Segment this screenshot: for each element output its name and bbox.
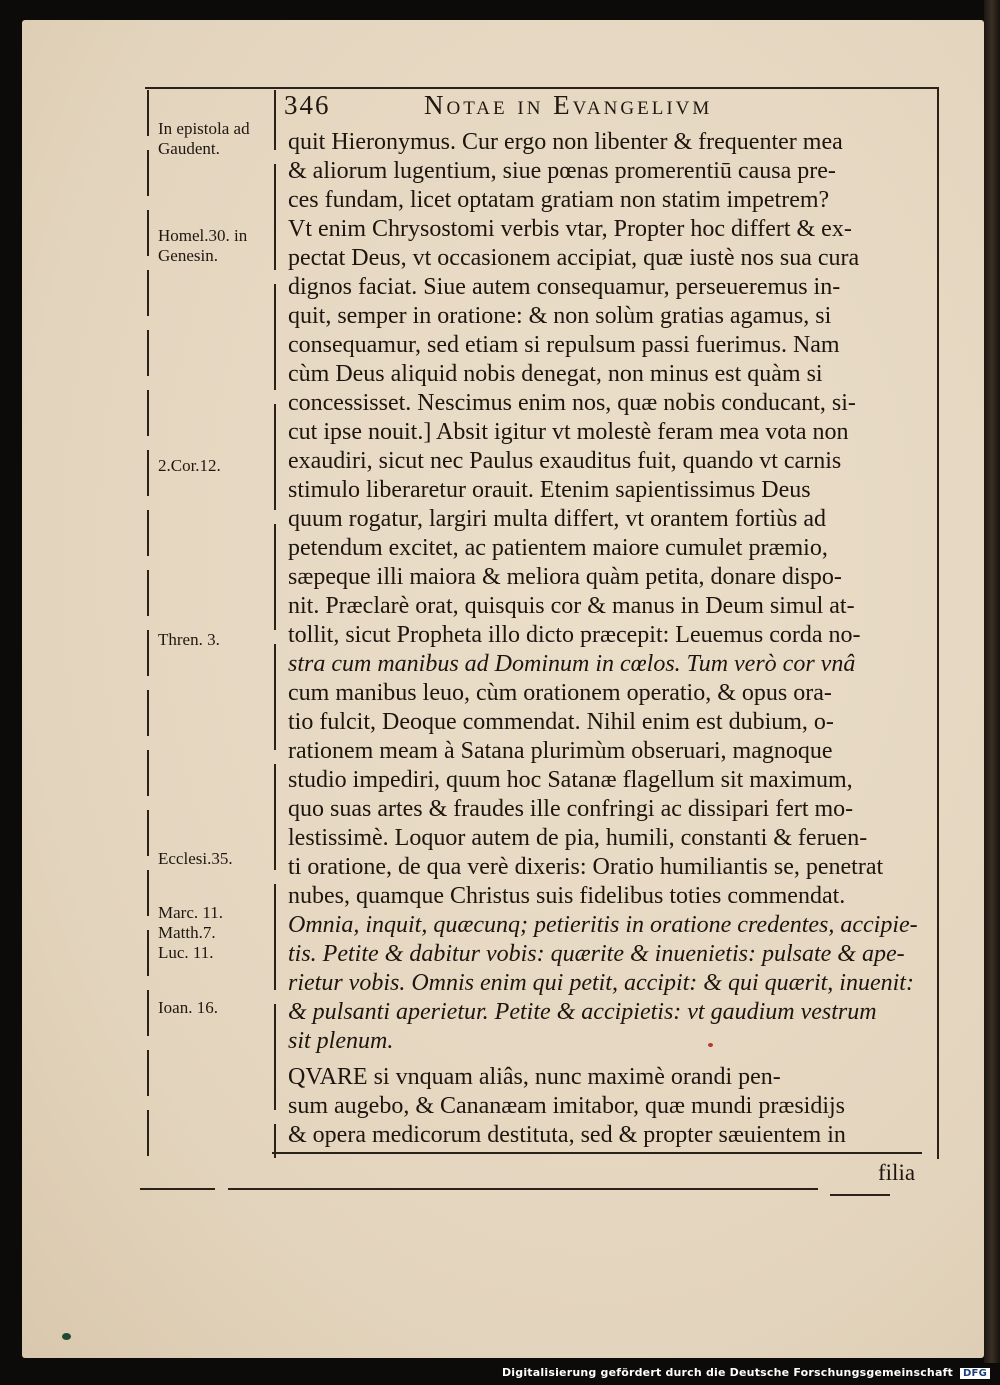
margin-rule xyxy=(147,90,149,1170)
text-line: & opera medicorum destituta, sed & propter sæuientem in xyxy=(288,1122,846,1148)
text-line: & aliorum lugentium, siue pœnas promerentiū causa pre- xyxy=(288,158,836,184)
margin-note: Homel.30. in Genesin. xyxy=(158,226,248,265)
footer-credit xyxy=(502,1366,990,1379)
margin-note: Thren. 3. xyxy=(158,630,220,649)
text-line: concessisset. Nescimus enim nos, quæ nobis conducant, si- xyxy=(288,390,856,416)
page-header xyxy=(284,88,924,122)
text-line: quo suas artes & fraudes ille confringi ac dissipari fert mo- xyxy=(288,796,854,822)
text-line: nubes, quamque Christus suis fidelibus toties commendat. xyxy=(288,883,846,909)
page-number: 346 xyxy=(284,90,331,120)
text-line: & pulsanti aperietur. Petite & accipietis: vt gaudium vestrum xyxy=(288,999,877,1025)
text-line: cut ipse nouit.] Absit igitur vt molestè feram mea vota non xyxy=(288,419,849,445)
text-line: Omnia, inquit, quæcunq; petieritis in oratione credentes, accipie- xyxy=(288,912,918,938)
text-line: quit, semper in oratione: & non solùm gratias agamus, si xyxy=(288,303,832,329)
text-line: QVARE si vnquam aliâs, nunc maximè orandi pen- xyxy=(288,1064,781,1090)
text-line: tio fulcit, Deoque commendat. Nihil enim est dubium, o- xyxy=(288,709,834,735)
text-line: quum rogatur, largiri multa differt, vt orantem fortiùs ad xyxy=(288,506,827,532)
footer-rule xyxy=(228,1188,818,1190)
column-rule xyxy=(274,90,276,1158)
text-line: Vt enim Chrysostomi verbis vtar, Propter hoc differt & ex- xyxy=(288,216,852,242)
text-line: sæpeque illi maiora & meliora quàm petita, donare dispo- xyxy=(288,564,842,590)
text-line: lestissimè. Loquor autem de pia, humili, constanti & feruen- xyxy=(288,825,868,851)
text-line: tollit, sicut Propheta illo dicto præcepit: Leuemus corda no- xyxy=(288,622,861,648)
footer-credit-text: Digitalisierung gefördert durch die Deutsche Forschungsgemeinschaft xyxy=(501,1366,954,1379)
paper-stain xyxy=(62,1333,71,1340)
dfg-logo: DFG xyxy=(960,1368,990,1379)
text-line: rietur vobis. Omnis enim qui petit, accipit: & qui quærit, inuenit: xyxy=(288,970,914,996)
margin-note: Ecclesi.35. xyxy=(158,849,233,868)
running-title: Notae in Evangelivm xyxy=(424,90,713,120)
text-line: cùm Deus aliquid nobis denegat, non minus est quàm si xyxy=(288,361,823,387)
text-line: consequamur, sed etiam si repulsum passi fuerimus. Nam xyxy=(288,332,840,358)
text-line: cum manibus leuo, cùm orationem operatio, & opus ora- xyxy=(288,680,832,706)
catchword: filia xyxy=(878,1160,916,1185)
margin-note: Ioan. 16. xyxy=(158,998,218,1017)
text-line: stimulo liberaretur orauit. Etenim sapientissimus Deus xyxy=(288,477,811,503)
text-line: sit plenum. xyxy=(288,1028,394,1054)
margin-note: 2.Cor.12. xyxy=(158,456,221,475)
text-line: petendum excitet, ac patientem maiore cumulet præmio, xyxy=(288,535,828,561)
text-line: stra cum manibus ad Dominum in cœlos. Tum verò cor vnâ xyxy=(288,651,856,677)
text-line: ti oratione, de qua verè dixeris: Oratio humiliantis se, penetrat xyxy=(288,854,884,880)
text-line: tis. Petite & dabitur vobis: quærite & inuenietis: pulsate & ape- xyxy=(288,941,905,967)
text-line: exaudiri, sicut nec Paulus exauditus fuit, quando vt carnis xyxy=(288,448,842,474)
text-line: quit Hieronymus. Cur ergo non libenter & frequenter mea xyxy=(288,129,843,155)
margin-note: Marc. 11. Matth.7. Luc. 11. xyxy=(158,903,223,962)
text-line: dignos faciat. Siue autem consequamur, perseueremus in- xyxy=(288,274,841,300)
text-line: sum augebo, & Cananæam imitabor, quæ mundi præsidijs xyxy=(288,1093,846,1119)
footer-rule xyxy=(830,1194,890,1196)
text-line: pectat Deus, vt occasionem accipiat, quæ iustè nos sua cura xyxy=(288,245,860,271)
text-line: studio impediri, quum hoc Satanæ flagellum sit maximum, xyxy=(288,767,853,793)
margin-note: In epistola ad Gaudent. xyxy=(158,119,250,158)
footer-rule xyxy=(140,1188,215,1190)
text-line: ces fundam, licet optatam gratiam non statim impetrem? xyxy=(288,187,830,213)
bottom-rule xyxy=(272,1152,922,1154)
text-line: nit. Præclarè orat, quisquis cor & manus in Deum simul at- xyxy=(288,593,855,619)
book-spine xyxy=(984,0,1000,1363)
text-line: rationem meam à Satana plurimùm obseruari, magnoque xyxy=(288,738,833,764)
